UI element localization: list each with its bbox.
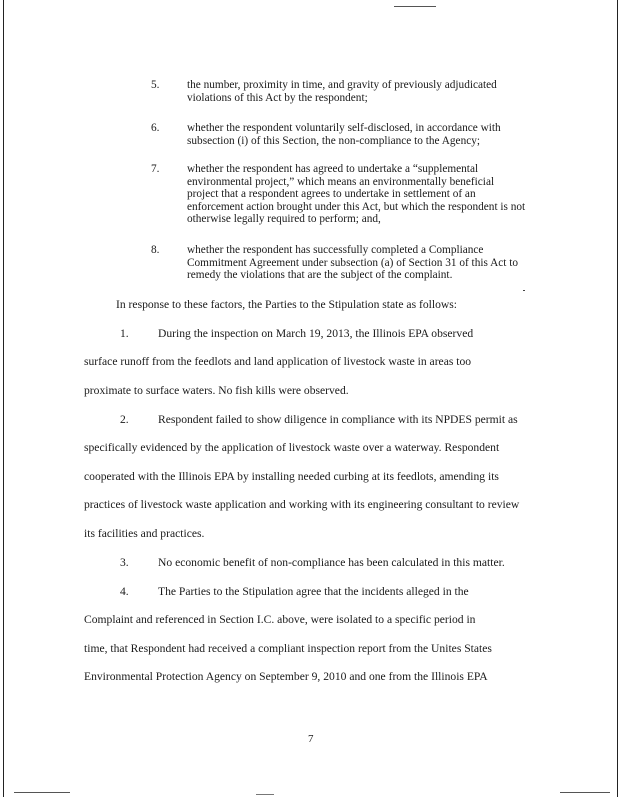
criterion-text bbox=[187, 244, 535, 282]
criterion-line: enforcement action brought under this Act, but which the respondent is not bbox=[187, 200, 526, 213]
paragraph-line: time, that Respondent had received a compliant inspection report from the Unites States bbox=[84, 642, 492, 655]
paragraph-line: specifically evidenced by the application of livestock waste over a waterway. Respondent bbox=[84, 441, 500, 454]
criterion-text bbox=[187, 79, 535, 104]
criterion-line: project that a respondent agrees to undertake in settlement of an bbox=[187, 188, 476, 201]
criterion-line: whether the respondent has successfully completed a Compliance bbox=[187, 244, 484, 256]
criterion-number: 5. bbox=[151, 79, 160, 91]
criterion-line: remedy the violations that are the subject of the complaint. bbox=[187, 269, 453, 282]
scan-mark-bottom-right bbox=[560, 792, 610, 793]
criterion-line: violations of this Act by the respondent; bbox=[187, 91, 368, 104]
paragraph-line: No economic benefit of non-compliance has been calculated in this matter. bbox=[158, 556, 505, 569]
criterion-line: Commitment Agreement under subsection (a) of Section 31 of this Act to bbox=[187, 256, 519, 269]
criterion-line: whether the respondent voluntarily self-disclosed, in accordance with bbox=[187, 122, 501, 134]
criterion-number: 6. bbox=[151, 122, 160, 134]
scan-speck bbox=[523, 290, 525, 291]
paragraph-line: its facilities and practices. bbox=[84, 527, 205, 540]
paragraph-line: Respondent failed to show diligence in compliance with its NPDES permit as bbox=[158, 413, 518, 426]
paragraph-line: surface runoff from the feedlots and land application of livestock waste in areas too bbox=[84, 355, 472, 368]
paragraph-line: practices of livestock waste application and working with its engineering consultant to review bbox=[84, 498, 520, 511]
paragraph-line: The Parties to the Stipulation agree that the incidents alleged in the bbox=[158, 585, 469, 598]
scan-mark-bottom-left bbox=[14, 792, 70, 793]
paragraph-line: Environmental Protection Agency on September 9, 2010 and one from the Illinois EPA bbox=[84, 670, 488, 683]
criterion-line: subsection (i) of this Section, the non-compliance to the Agency; bbox=[187, 134, 481, 147]
criterion-line: the number, proximity in time, and gravity of previously adjudicated bbox=[187, 79, 497, 91]
paragraph-line: proximate to surface waters. No fish kills were observed. bbox=[84, 384, 349, 397]
scan-border-right bbox=[617, 0, 618, 797]
criterion-number: 8. bbox=[151, 244, 160, 256]
paragraph-line: cooperated with the Illinois EPA by installing needed curbing at its feedlots, amending its bbox=[84, 470, 499, 483]
paragraph-number: 4. bbox=[120, 585, 129, 598]
criterion-text bbox=[187, 163, 535, 226]
criterion-line: environmental project,” which means an environmentally beneficial bbox=[187, 175, 495, 188]
paragraph-number: 3. bbox=[120, 556, 129, 569]
criterion-text bbox=[187, 122, 535, 147]
criterion-number: 7. bbox=[151, 163, 160, 175]
paragraph-number: 1. bbox=[120, 327, 129, 340]
page-number: 7 bbox=[308, 733, 314, 745]
paragraph-number: 2. bbox=[120, 413, 129, 426]
criterion-line: otherwise legally required to perform; and, bbox=[187, 213, 381, 226]
scan-mark-bottom-middle bbox=[256, 794, 274, 795]
paragraph-line: During the inspection on March 19, 2013, the Illinois EPA observed bbox=[158, 327, 474, 340]
scan-mark-top bbox=[394, 6, 436, 7]
intro-sentence: In response to these factors, the Parties to the Stipulation state as follows: bbox=[116, 298, 457, 311]
criterion-line: whether the respondent has agreed to undertake a “supplemental bbox=[187, 163, 479, 175]
paragraph-line: Complaint and referenced in Section I.C. above, were isolated to a specific period in bbox=[84, 613, 476, 626]
scan-border-left bbox=[3, 0, 4, 797]
